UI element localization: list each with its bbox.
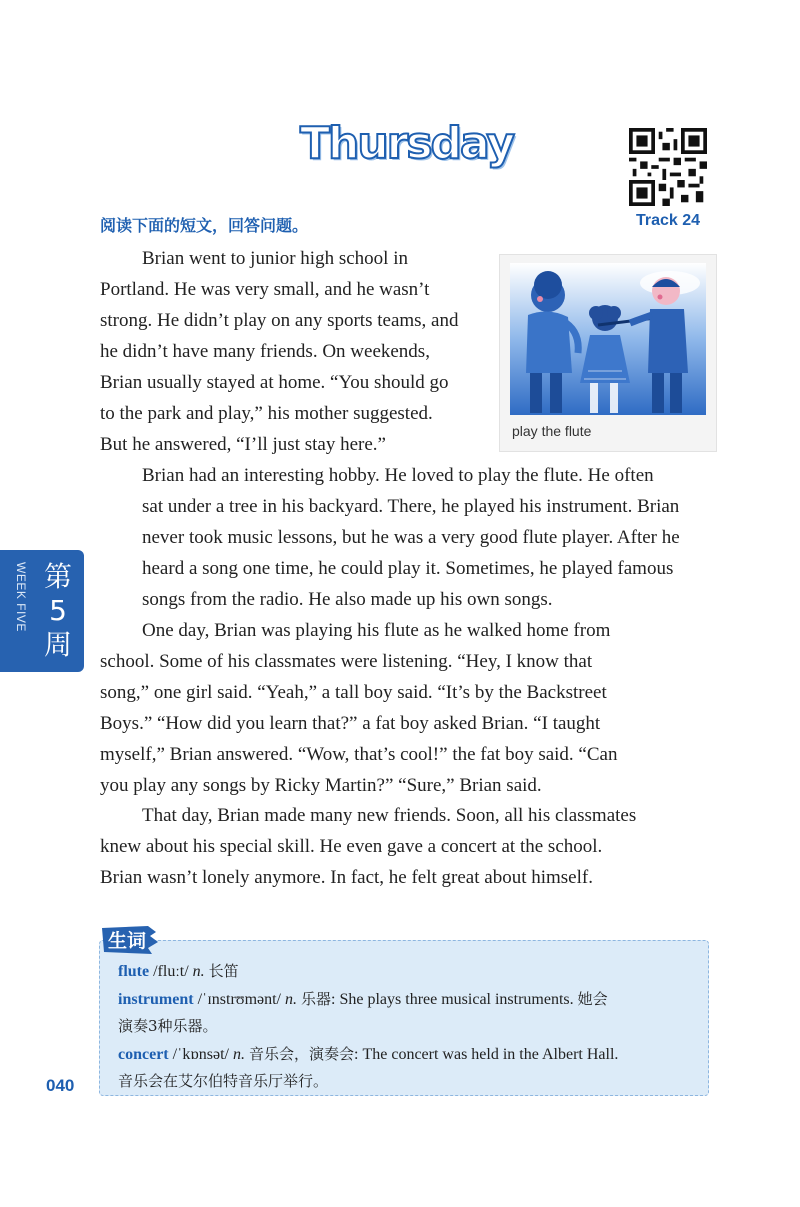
vocab-pos: n. — [233, 1046, 245, 1063]
vocab-entry-instrument: instrument /ˈɪnstrʊmənt/ n. 乐器: She plays three musical instruments. 她会 — [118, 990, 608, 1008]
week-english-label: WEEK FIVE — [14, 562, 28, 632]
text-line: never took music lessons, but he was a very good flute player. After he — [142, 527, 680, 548]
vocab-meaning: 音乐会，演奏会 — [249, 1045, 355, 1063]
paragraph-1 — [100, 243, 490, 460]
text-line: One day, Brian was playing his flute as he walked home from — [142, 620, 611, 641]
vocab-pos: n. — [285, 991, 297, 1008]
vocab-word: flute — [118, 963, 150, 980]
text-line: Brian wasn’t lonely anymore. In fact, he felt great about himself. — [100, 867, 593, 888]
text-line: Portland. He was very small, and he wasn’t — [100, 279, 430, 300]
vocab-entry-instrument-cont — [118, 1013, 708, 1040]
text-line: you play any songs by Ricky Martin?” “Sure,” Brian said. — [100, 775, 542, 796]
paragraph-2 — [100, 460, 706, 615]
vocab-example: The concert was held in the Albert Hall. — [362, 1046, 619, 1063]
vocab-entry-flute — [118, 958, 708, 985]
vocab-meaning: 长笛 — [208, 962, 239, 980]
vocab-phonetic: /fluːt/ — [153, 963, 189, 980]
paragraph-4 — [100, 800, 706, 893]
vocabulary-badge — [98, 922, 160, 956]
vocab-entry-concert-cont — [118, 1068, 708, 1095]
figure-caption: play the flute — [512, 423, 592, 439]
text-line: Brian had an interesting hobby. He loved to play the flute. He often — [142, 465, 654, 486]
text-line: Boys.” “How did you learn that?” a fat boy asked Brian. “I taught — [100, 713, 601, 734]
text-line: he didn’t have many friends. On weekends, — [100, 341, 430, 362]
vocab-pos: n. — [192, 963, 205, 980]
reading-instruction: 阅读下面的短文，回答问题。 — [100, 216, 309, 235]
text-line: heard a song one time, he could play it. Sometimes, he played famous — [142, 558, 674, 579]
text-line: Brian went to junior high school in — [142, 248, 408, 269]
week-side-tab — [0, 550, 84, 672]
vocabulary-label: 生词 — [108, 930, 147, 952]
text-line: strong. He didn’t play on any sports teams, and — [100, 310, 459, 331]
text-line: to the park and play,” his mother suggested. — [100, 403, 433, 424]
text-line: Brian usually stayed at home. “You should go — [100, 372, 449, 393]
text-line: myself,” Brian answered. “Wow, that’s cool!” the fat boy said. “Can — [100, 744, 618, 765]
illustration-figure — [499, 254, 717, 452]
vocab-example-cn: 音乐会在艾尔伯特音乐厅举行。 — [118, 1072, 329, 1090]
vocab-phonetic: /ˈɪnstrʊmənt/ — [197, 991, 281, 1008]
text-line: school. Some of his classmates were listening. “Hey, I know that — [100, 651, 593, 672]
paragraph-3 — [100, 615, 706, 801]
vocab-example-cn: 她会 — [577, 990, 608, 1008]
page-number: 040 — [46, 1076, 75, 1095]
text-line: sat under a tree in his backyard. There, he played his instrument. Brian — [142, 496, 680, 517]
track-label: Track 24 — [635, 212, 701, 229]
flute-players-illustration — [510, 263, 706, 415]
text-line: That day, Brian made many new friends. Soon, all his classmates — [142, 805, 637, 826]
text-line: But he answered, “I’ll just stay here.” — [100, 434, 386, 455]
qr-code-icon[interactable] — [629, 128, 707, 206]
vocab-word: instrument — [118, 991, 194, 1008]
page-title: Thursday — [300, 118, 514, 169]
text-line: knew about his special skill. He even gave a concert at the school. — [100, 836, 603, 857]
week-chinese-label: 第5周 — [43, 560, 72, 661]
vocab-example-cn: 演奏3种乐器。 — [118, 1017, 218, 1035]
vocab-word: concert — [118, 1046, 169, 1063]
vocab-example: She plays three musical instruments. — [339, 991, 574, 1008]
text-line: songs from the radio. He also made up his own songs. — [142, 589, 553, 610]
text-line: song,” one girl said. “Yeah,” a tall boy said. “It’s by the Backstreet — [100, 682, 607, 703]
vocab-meaning: 乐器 — [301, 990, 332, 1008]
vocab-entry-concert: concert /ˈkɒnsət/ n. 音乐会，演奏会: The concert was held in the Albert Hall. — [118, 1045, 619, 1063]
vocab-phonetic: /ˈkɒnsət/ — [172, 1046, 229, 1063]
